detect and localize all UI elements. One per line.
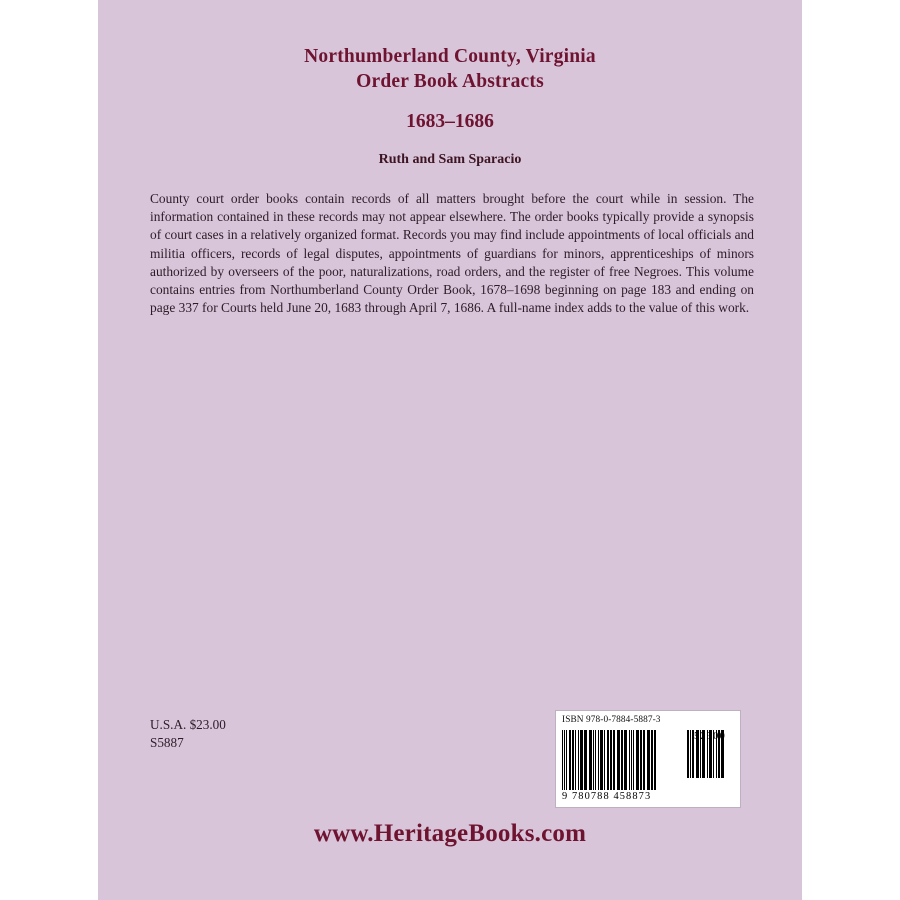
sku-text: S5887 xyxy=(150,735,184,750)
barcode-bar xyxy=(572,730,574,790)
authors-line: Ruth and Sam Sparacio xyxy=(378,152,522,167)
barcode-bar xyxy=(562,730,563,790)
barcode-bar xyxy=(593,730,594,790)
barcode-bar xyxy=(636,730,639,790)
barcode-bar xyxy=(651,730,653,790)
barcode-bar xyxy=(624,730,627,790)
barcode-bar xyxy=(589,730,592,790)
cover-panel xyxy=(98,0,802,900)
barcode-bar xyxy=(566,730,567,790)
isbn-label: ISBN 978-0-7884-5887-3 xyxy=(562,715,661,725)
barcode-bar xyxy=(629,730,630,790)
price-text: U.S.A. $23.00 xyxy=(150,717,226,732)
barcode-bar xyxy=(633,730,634,790)
barcode-bar xyxy=(607,730,609,790)
barcode-bar xyxy=(643,730,645,790)
publisher-website: www.HeritageBooks.com xyxy=(313,820,587,847)
barcode-bar xyxy=(604,730,605,790)
barcode-bar xyxy=(631,730,632,790)
barcode-bar xyxy=(578,730,579,790)
description-paragraph: County court order books contain records of all matters brought before the court while in session. The information contained in these records may not appear elsewhere. The order books typically provide a synopsis of court cases in a relatively organized format. Records you may find include appointments of local officials and militia officers, records of legal disputes, appointments of guardians for minors, apprenticeships of minors authorized by overseers of the poor, naturalizations, road orders, and the register of free Negroes. This volume contains entries from Northumberland County Order Book, 1678–1698 beginning on page 183 and ending on page 337 for Courts held June 20, 1683 through April 7, 1686. A full-name index adds to the value of this work. xyxy=(150,191,754,316)
barcode-bar xyxy=(569,730,571,790)
page-title-line-1: Northumberland County, Virginia xyxy=(304,46,596,67)
title-year-range: 1683–1686 xyxy=(406,111,494,132)
barcode-bar xyxy=(580,730,583,790)
barcode-bars-main xyxy=(562,730,680,790)
barcode-bar xyxy=(617,730,620,790)
barcode-bar xyxy=(595,730,596,790)
barcode-bar xyxy=(575,730,576,790)
barcode-bar xyxy=(600,730,603,790)
title-block xyxy=(98,44,802,133)
barcode-bar xyxy=(613,730,615,790)
barcode-bar xyxy=(647,730,650,790)
barcode xyxy=(555,710,741,808)
barcode-bar xyxy=(598,730,599,790)
page-title-line-2: Order Book Abstracts xyxy=(356,71,544,92)
barcode-bar xyxy=(621,730,623,790)
barcode-bar xyxy=(564,730,565,790)
barcode-bar xyxy=(584,730,587,790)
barcode-addon-digits: 52300 xyxy=(694,731,726,742)
barcode-bar xyxy=(640,730,642,790)
barcode-ean-digits: 9 780788 458873 xyxy=(562,791,652,802)
barcode-bar xyxy=(654,730,656,790)
price-block xyxy=(150,716,226,752)
barcode-bar xyxy=(610,730,612,790)
